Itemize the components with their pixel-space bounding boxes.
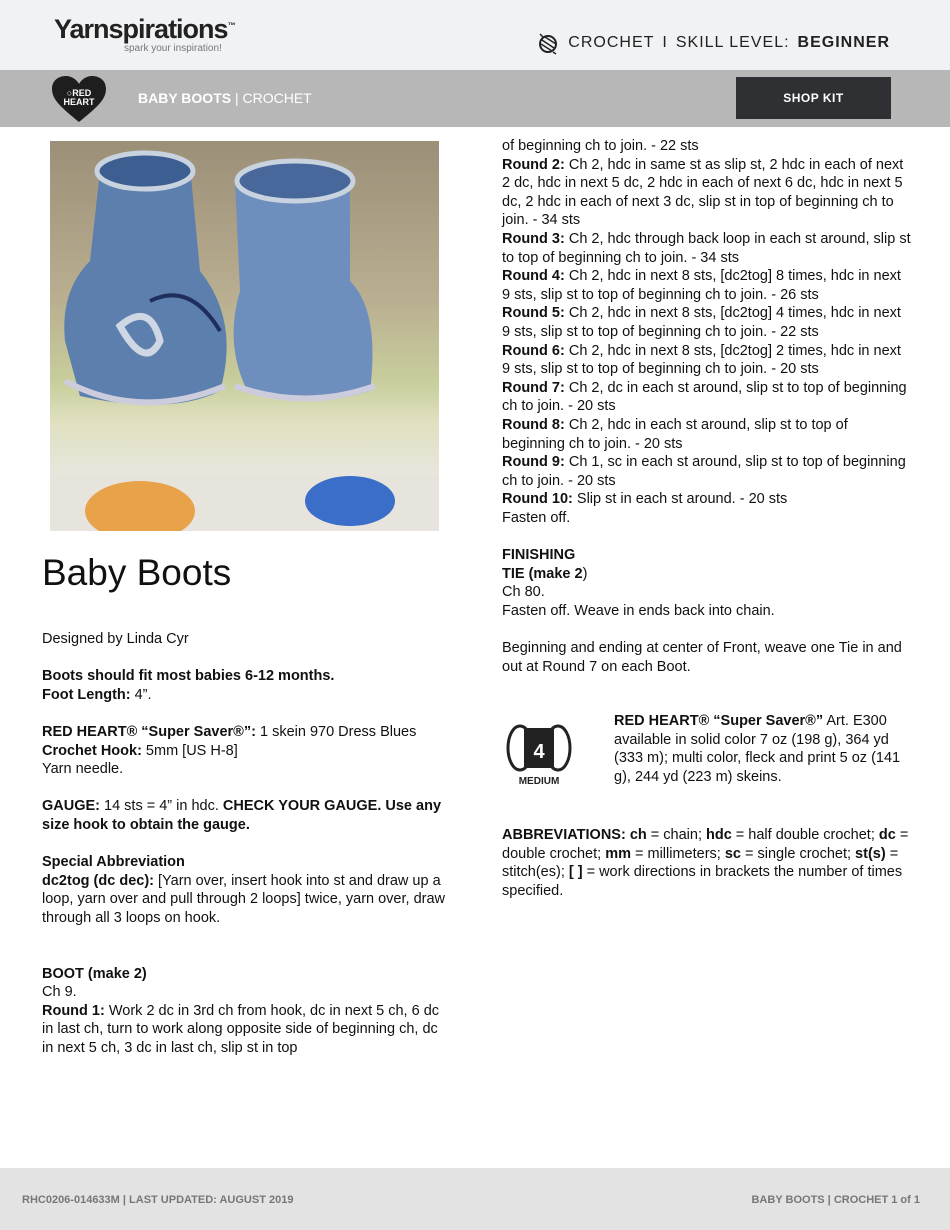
yarnspirations-logo[interactable]: Yarnspirations™ xyxy=(54,14,235,44)
tie-fasten: Fasten off. Weave in ends back into chain. xyxy=(502,602,775,619)
round-item xyxy=(502,379,912,416)
round-label: Round 9: xyxy=(502,454,565,471)
round-text: Ch 2, hdc through back loop in each st around, slip st to top of beginning ch to join. - 34 sts xyxy=(502,230,911,266)
round-label: Round 3: xyxy=(502,230,565,247)
abbrev-key: hdc xyxy=(706,827,732,843)
baby-boots-photo xyxy=(50,141,439,531)
yarn-description xyxy=(614,712,914,786)
round-label: Round 2: xyxy=(502,156,565,173)
round-item xyxy=(502,230,912,267)
top-header xyxy=(0,0,950,70)
rounds-list xyxy=(502,156,912,509)
gauge-check: CHECK YOUR GAUGE. Use any size hook to obtain the gauge. xyxy=(42,798,442,833)
round-text: Ch 2, hdc in next 8 sts, [dc2tog] 4 times, hdc in next 9 sts, slip st to top of beginning ch to join. - 22 sts xyxy=(502,305,901,340)
fit-text: Boots should fit most babies 6-12 months. xyxy=(42,668,335,685)
round-text: Ch 2, dc in each st around, slip st to top of beginning ch to join. - 20 sts xyxy=(502,379,907,415)
gauge-label: GAUGE: xyxy=(42,798,100,815)
abbrev-value: = chain; xyxy=(646,827,706,843)
skill-value: BEGINNER xyxy=(797,34,890,51)
round-item xyxy=(502,342,912,379)
left-column xyxy=(42,630,452,1058)
foot-value: 4”. xyxy=(130,686,152,703)
tagline: spark your inspiration! xyxy=(124,43,222,54)
abbrev-key: dc xyxy=(878,827,896,843)
abbrev-value: = stitch(es); xyxy=(502,845,899,881)
tie-chain: Ch 80. xyxy=(502,584,545,601)
svg-text:HEART: HEART xyxy=(63,97,95,107)
boot-section xyxy=(42,965,452,1058)
abbrev-label: ABBREVIATIONS: xyxy=(502,827,626,843)
round-item xyxy=(502,304,912,341)
gauge-value: 14 sts = 4” in hdc. xyxy=(100,798,223,815)
abbrev-value: = double crochet; xyxy=(502,827,909,862)
yarn-ball-icon xyxy=(536,31,560,55)
size-info xyxy=(42,667,452,704)
abbrev-key: mm xyxy=(605,845,631,862)
svg-text:4: 4 xyxy=(533,741,545,763)
hook-value: 5mm [US H-8] xyxy=(141,742,238,759)
tie-weave: Beginning and ending at center of Front, weave one Tie in and out at Round 7 on each Boot. xyxy=(502,640,902,675)
abbrev-value: = millimeters; xyxy=(630,845,725,862)
round-text: Ch 2, hdc in next 8 sts, [dc2tog] 8 times, hdc in next 9 sts, slip st to top of beginning ch to join. - 26 sts xyxy=(502,268,901,303)
designer: Designed by Linda Cyr xyxy=(42,631,189,647)
svg-text:MEDIUM: MEDIUM xyxy=(518,776,560,787)
skill-label: SKILL LEVEL: xyxy=(675,34,790,51)
round-text: Ch 2, hdc in each st around, slip st to top of beginning ch to join. - 20 sts xyxy=(502,416,848,452)
abbrev-value: = work directions in brackets the number of times specified. xyxy=(502,864,903,899)
round-text: Work 2 dc in 3rd ch from hook, dc in next 5 ch, 6 dc in last ch, turn to work along opposite side of beginning ch, dc in next 5 ch, 3 dc in last ch, slip st in top xyxy=(42,1002,440,1057)
tie-paren: ) xyxy=(582,565,588,582)
footer xyxy=(0,1168,950,1230)
round-label: Round 1: xyxy=(42,1002,105,1019)
round-item xyxy=(502,416,912,453)
round-label: Round 6: xyxy=(502,342,565,359)
yarn-info-text: Art. E300 available in solid color 7 oz (198 g), 364 yd (333 m); multi color, fleck and print 5 oz (141 g), 244 yd (223 m) skeins. xyxy=(614,713,901,785)
round-label: Round 10: xyxy=(502,491,573,508)
round-text: Ch 1, sc in each st around, slip st to top of beginning ch to join. - 20 sts xyxy=(502,454,906,489)
round1-continuation: of beginning ch to join. - 22 sts xyxy=(502,138,699,154)
round-item xyxy=(502,267,912,304)
craft-label: CROCHET xyxy=(568,34,655,51)
needle: Yarn needle. xyxy=(42,761,124,778)
abbrev-key: [ ] xyxy=(568,864,583,881)
bar-title: BABY BOOTS xyxy=(138,90,232,106)
right-column xyxy=(502,137,912,695)
special-label: dc2tog (dc dec): xyxy=(42,872,154,889)
medium-weight-yarn-icon xyxy=(506,722,572,788)
tie-heading: TIE (make 2 xyxy=(502,565,583,582)
finishing-heading: FINISHING xyxy=(502,547,576,564)
hook-label: Crochet Hook: xyxy=(42,742,142,759)
pattern-title-bar: BABY BOOTS | CROCHET xyxy=(138,90,312,106)
boot-heading: BOOT (make 2) xyxy=(42,965,147,982)
round-item xyxy=(502,156,912,230)
separator: I xyxy=(662,34,668,51)
special-heading: Special Abbreviation xyxy=(42,854,185,871)
brand-name: Yarnspirations xyxy=(54,14,228,44)
round-text: Ch 2, hdc in next 8 sts, [dc2tog] 2 times, hdc in next 9 sts, slip st to top of beginning ch to join. - 20 sts xyxy=(502,342,901,378)
round-text: Ch 2, hdc in same st as slip st, 2 hdc in each of next 2 dc, hdc in next 5 dc, 2 hdc in each of next 6 dc, hdc in next 5 dc, 2 hdc in each of next 3 dc, slip st in top of beginning ch to join. - 34 sts xyxy=(502,156,904,229)
finishing xyxy=(502,546,912,620)
footer-page: BABY BOOTS | CROCHET 1 of 1 xyxy=(751,1194,920,1206)
round-label: Round 7: xyxy=(502,379,565,396)
foot-label: Foot Length: xyxy=(42,686,131,703)
shop-kit-button[interactable]: SHOP KIT xyxy=(736,77,891,119)
bar-category: CROCHET xyxy=(242,90,312,106)
svg-text:○RED: ○RED xyxy=(66,88,92,98)
skill-level xyxy=(536,31,890,55)
round-item xyxy=(502,453,912,490)
abbreviations xyxy=(502,826,912,900)
special-abbreviation xyxy=(42,853,452,927)
round-item xyxy=(502,490,912,509)
materials xyxy=(42,723,452,779)
abbrev-key: sc xyxy=(724,845,741,862)
abbrev-value: = half double crochet; xyxy=(731,827,879,843)
gauge xyxy=(42,797,452,834)
boot-start: Ch 9. xyxy=(42,984,77,1001)
red-heart-logo[interactable] xyxy=(52,76,106,122)
yarn-label: RED HEART® “Super Saver®”: xyxy=(42,723,256,740)
special-value: [Yarn over, insert hook into st and draw up a loop, yarn over and pull through 2 loops] twice, yarn over, draw through all 3 loops on hook. xyxy=(42,872,446,926)
yarn-value: 1 skein 970 Dress Blues xyxy=(255,723,417,740)
yarn-info-label: RED HEART® “Super Saver®” xyxy=(614,713,824,729)
fasten-off: Fasten off. xyxy=(502,509,571,526)
round-text: Slip st in each st around. - 20 sts xyxy=(572,491,788,508)
round-label: Round 8: xyxy=(502,416,565,433)
round-label: Round 4: xyxy=(502,268,565,285)
round-label: Round 5: xyxy=(502,305,565,322)
abbrev-value: = single crochet; xyxy=(741,845,856,862)
page-title: Baby Boots xyxy=(42,552,232,593)
abbrev-key: ch xyxy=(629,827,647,843)
abbrev-key: st(s) xyxy=(855,845,886,862)
footer-doc-id: RHC0206-014633M | LAST UPDATED: AUGUST 2019 xyxy=(22,1194,294,1206)
